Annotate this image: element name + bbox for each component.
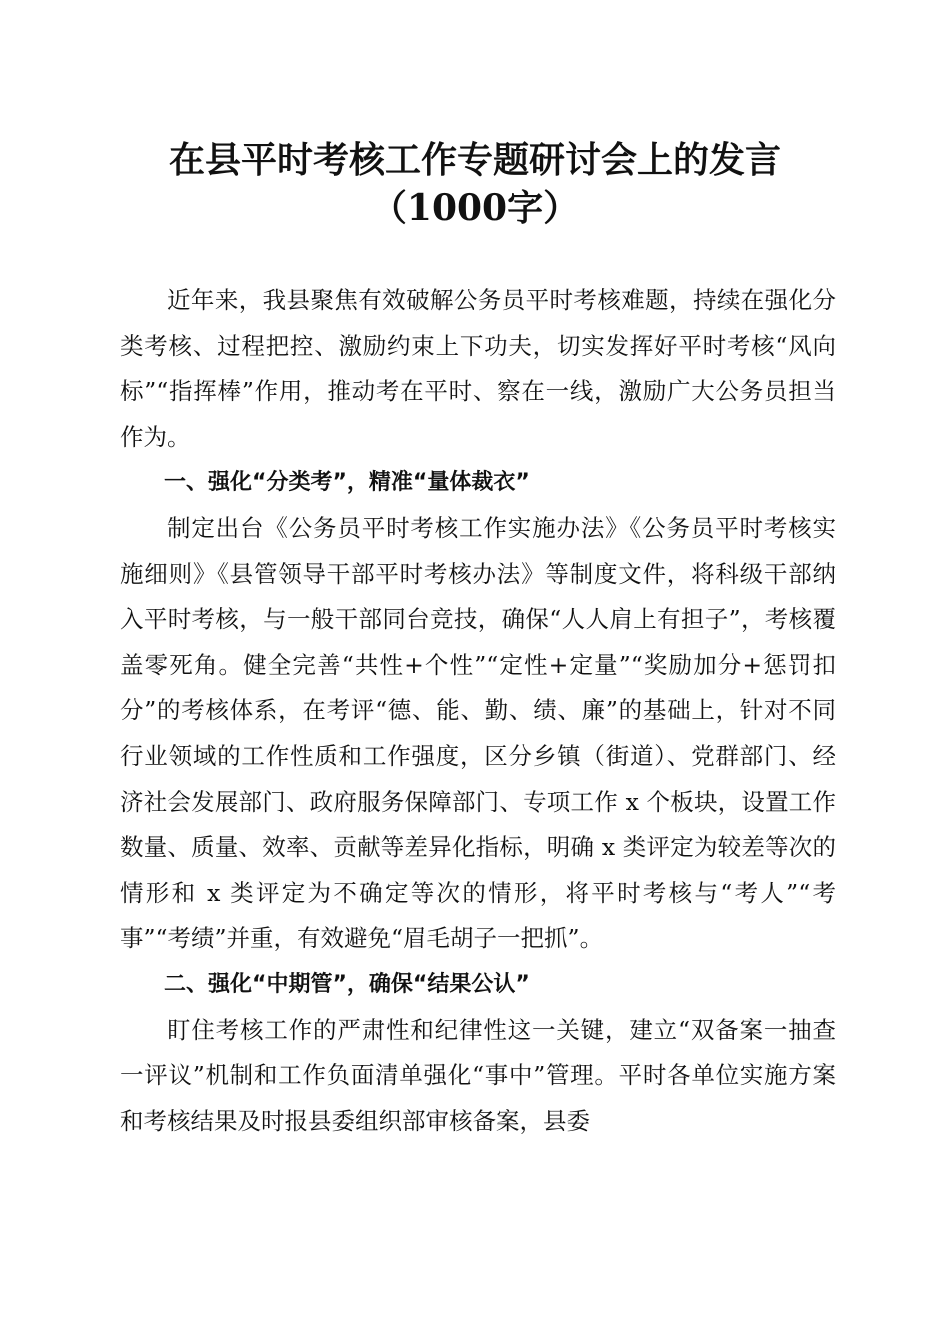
section-1-heading: 一、强化“分类考”，精准“量体裁衣” [164,470,530,496]
document-body [120,278,836,1144]
section-2-heading: 二、强化“中期管”，确保“结果公认” [164,971,530,997]
section-2-paragraph: 盯住考核工作的严肃性和纪律性这一关键，建立“双备案一抽查一评议”机制和工作负面清单强化“事中”管理。平时各单位实施方案和考核结果及时报县委组织部审核备案，县委 [120,1015,836,1135]
document-title: 在县平时考核工作专题研讨会上的发言（1000字） [168,139,781,229]
intro-paragraph: 近年来，我县聚焦有效破解公务员平时考核难题，持续在强化分类考核、过程把控、激励约束上下功夫，切实发挥好平时考核“风向标”“指挥棒”作用，推动考在平时、察在一线，激励广大公务员担当作为。 [120,286,836,451]
section-1-paragraph: 制定出台《公务员平时考核工作实施办法》《公务员平时考核实施细则》《县管领导干部平时考核办法》等制度文件，将科级干部纳入平时考核，与一般干部同台竞技，确保“人人肩上有担子”，考核覆盖零死角。健全完善“共性+个性”“定性+定量”“奖励加分+惩罚扣分”的考核体系，在考评“德、能、勤、绩、廉”的基础上，针对不同行业领域的工作性质和工作强度，区分乡镇（街道）、党群部门、经济社会发展部门、政府服务保障部门、专项工作 x 个板块，设置工作数量、质量、效率、贡献等差异化指标，明确 x 类评定为较差等次的情形和 x 类评定为不确定等次的情形，将平时考核与“考人”“考事”“考绩”并重，有效避免“眉毛胡子一把抓”。 [120,513,836,953]
